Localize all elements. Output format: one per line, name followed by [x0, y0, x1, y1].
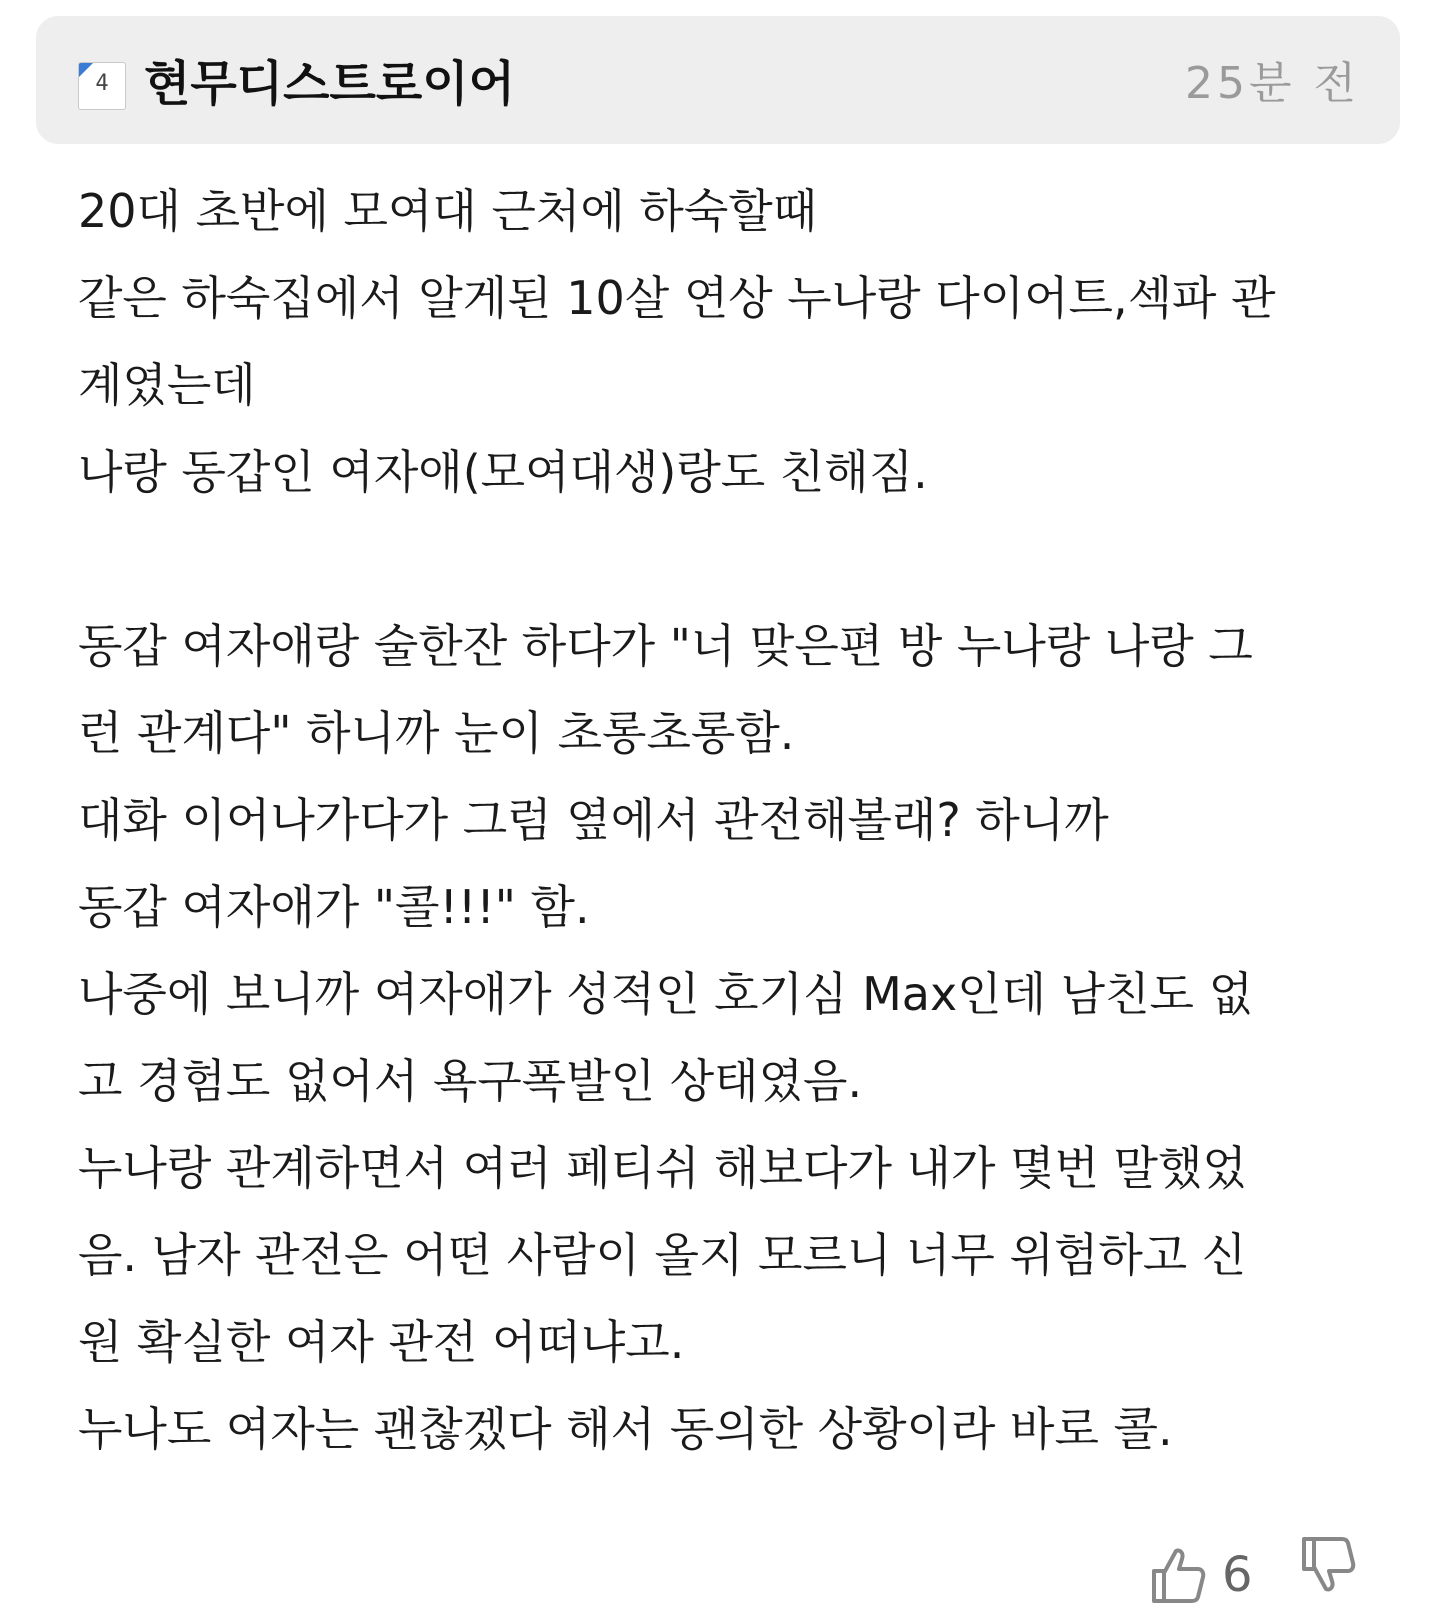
comment-header	[36, 16, 1400, 144]
comment-line: 나중에 보니까 여자애가 성적인 호기심 Max인데 남친도 없	[78, 967, 1254, 1021]
comment-line: 대화 이어나가다가 그럼 옆에서 관전해볼래? 하니까	[78, 793, 1109, 847]
dislike-button[interactable]	[1300, 1535, 1380, 1615]
comment-line: 원 확실한 여자 관전 어떠냐고.	[78, 1315, 685, 1369]
paragraph-spacer	[78, 516, 1398, 603]
comment-line: 동갑 여자애가 "콜!!!" 함.	[78, 880, 590, 934]
comment-line: 음. 남자 관전은 어떤 사람이 올지 모르니 너무 위험하고 신	[78, 1228, 1247, 1282]
like-button[interactable]	[1150, 1535, 1310, 1615]
level-number: 4	[95, 71, 109, 96]
comment-line: 20대 초반에 모여대 근처에 하숙할때	[78, 184, 818, 238]
comment-line: 누나도 여자는 괜찮겠다 해서 동의한 상황이라 바로 콜.	[78, 1402, 1173, 1456]
comment-body	[78, 168, 1398, 1473]
like-count: 6	[1222, 1547, 1253, 1603]
level-badge-icon	[78, 62, 126, 110]
comment-line: 같은 하숙집에서 알게된 10살 연상 누나랑 다이어트,섹파 관	[78, 271, 1276, 325]
username[interactable]: 현무디스트로이어	[144, 56, 515, 112]
thumbs-up-icon	[1150, 1545, 1206, 1605]
thumbs-down-icon	[1300, 1535, 1356, 1595]
comment-line: 계였는데	[78, 358, 256, 412]
comment-line: 고 경험도 없어서 욕구폭발인 상태였음.	[78, 1054, 863, 1108]
comment-line: 동갑 여자애랑 술한잔 하다가 "너 맞은편 방 누나랑 나랑 그	[78, 619, 1253, 673]
comment-line: 런 관계다" 하니까 눈이 초롱초롱함.	[78, 706, 795, 760]
reaction-bar	[1140, 1535, 1430, 1615]
timestamp: 25분 전	[1185, 58, 1360, 109]
comment-line: 나랑 동갑인 여자애(모여대생)랑도 친해짐.	[78, 445, 928, 499]
comment-line: 누나랑 관계하면서 여러 페티쉬 해보다가 내가 몇번 말했었	[78, 1141, 1247, 1195]
